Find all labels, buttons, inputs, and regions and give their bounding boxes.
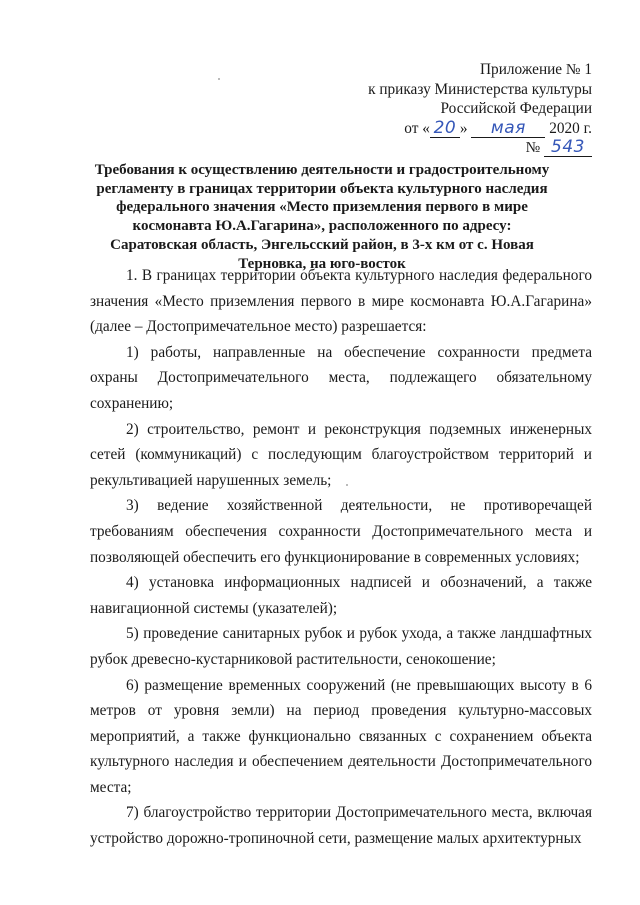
order-reference: к приказу Министерства культуры: [368, 80, 592, 98]
order-number: [368, 138, 592, 158]
paragraph-8: 7) благоустройство территории Достопримечательного места, включая устройство дорожно-тропиночной сети, размещение малых архитектурных: [90, 804, 592, 848]
date-day: 20: [433, 117, 457, 138]
paragraph-2: 1) работы, направленные на обеспечение сохранности предмета охраны Достопримечательного места, подлежащего обязательному сохранению;: [90, 343, 592, 412]
document-title: Требования к осуществлению деятельности и градостроительному регламенту в границах территории объекта культурного наследия федерального значения «Место приземления первого в мире космонавта Ю.А.Гагарина», расположенного по адресу: Саратовская область, Энгельсский район, в 3-х км от с. Новая Терновка, на юго-восток: [94, 162, 550, 272]
date-prefix: от «: [404, 119, 430, 137]
paragraph-1: 1. В границах территории объекта культурного наследия федерального значения «Место приземления первого в мире космонавта Ю.А.Гагарина» (далее – Достопримечательное место) разрешается:: [90, 267, 592, 336]
number-value: 543: [551, 137, 585, 157]
paragraph-6: 5) проведение санитарных рубок и рубок ухода, а также ландшафтных рубок древесно-кустарниковой растительности, сенокошение;: [90, 625, 592, 668]
appendix-block: [368, 60, 592, 158]
number-prefix: №: [525, 139, 541, 156]
date-mid: »: [459, 119, 468, 137]
paragraph-7: 6) размещение временных сооружений (не превышающих высоту в 6 метров от уровня земли) на период проведения культурно-массовых мероприятий, а также функционально связанных с сохранением объекта культурного наследия и обеспечением деятельности Достопримечательного места;: [90, 676, 592, 796]
paragraph-4: 3) ведение хозяйственной деятельности, не противоречащей требованиям обеспечения сохранности Достопримечательного места и позволяющей обеспечить его функционирование в современных условиях;: [90, 497, 592, 566]
date-year: 2020 г.: [549, 119, 592, 137]
scan-speck: [218, 78, 220, 80]
appendix-number: Приложение № 1: [480, 61, 592, 78]
paragraph-3: 2) строительство, ремонт и реконструкция подземных инженерных сетей (коммуникаций) с последующим благоустройством территорий и рекультивацией нарушенных земель;: [90, 420, 592, 489]
date-month-field: [471, 117, 545, 138]
paragraph-5: 4) установка информационных надписей и обозначений, а также навигационной системы (указателей);: [90, 574, 592, 617]
date-month: мая: [490, 117, 526, 138]
date-day-field: [430, 117, 460, 138]
number-field: [544, 139, 592, 157]
order-date: [368, 119, 592, 139]
document-body: [90, 263, 592, 852]
country-line: Российской Федерации: [440, 100, 592, 117]
